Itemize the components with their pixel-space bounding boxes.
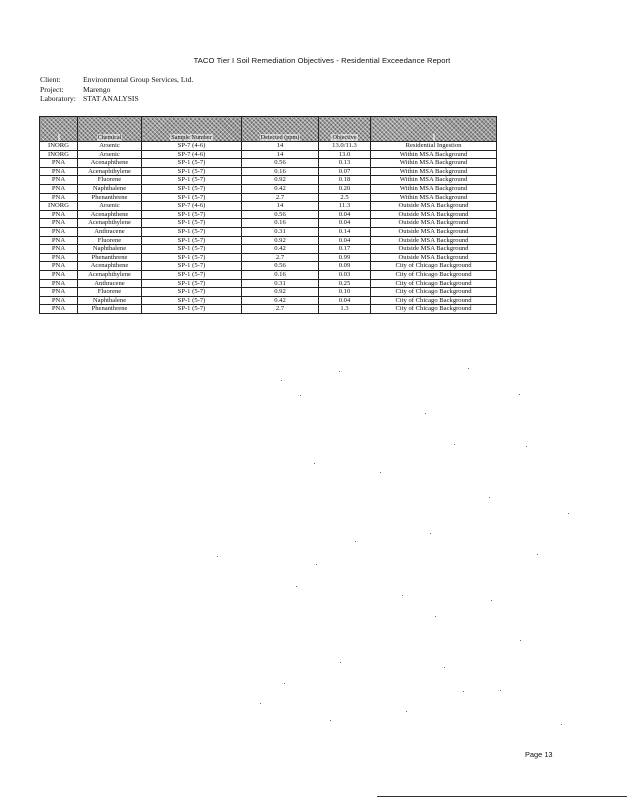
comparison-cell: Within MSA Background <box>371 176 497 185</box>
sample-number-cell: SP-1 (5-7) <box>142 296 242 305</box>
detected-cell: 0.56 <box>242 262 319 271</box>
type-cell: PNA <box>40 167 78 176</box>
table-row <box>40 167 497 176</box>
report-meta <box>40 75 193 104</box>
type-cell: PNA <box>40 159 78 168</box>
scan-speck <box>454 444 455 445</box>
objective-cell: 11.3 <box>319 202 371 211</box>
scan-speck <box>444 667 445 668</box>
sample-number-cell: SP-1 (5-7) <box>142 305 242 314</box>
sample-number-cell: SP-1 (5-7) <box>142 219 242 228</box>
detected-cell: 0.92 <box>242 288 319 297</box>
chemical-cell: Phenanthrene <box>78 193 142 202</box>
scan-speck <box>217 556 218 557</box>
detected-cell: 2.7 <box>242 193 319 202</box>
sample-number-cell: SP-1 (5-7) <box>142 184 242 193</box>
scan-speck <box>402 595 403 596</box>
scan-speck <box>314 463 315 464</box>
type-cell: PNA <box>40 193 78 202</box>
chemical-cell: Phenanthrene <box>78 305 142 314</box>
scan-speck <box>406 711 407 712</box>
comparison-cell: Within MSA Background <box>371 167 497 176</box>
header-chemical: Chemical <box>78 117 142 142</box>
objective-cell: 0.04 <box>319 210 371 219</box>
scan-speck <box>300 395 301 396</box>
chemical-cell: Acenaphthylene <box>78 219 142 228</box>
chemical-cell: Fluorene <box>78 236 142 245</box>
comparison-cell: Residential Ingestion <box>371 142 497 151</box>
header-type <box>40 117 78 142</box>
table-row <box>40 279 497 288</box>
meta-project-label: Project: <box>40 84 64 94</box>
comparison-cell: City of Chicago Background <box>371 288 497 297</box>
type-cell: PNA <box>40 176 78 185</box>
chemical-cell: Fluorene <box>78 176 142 185</box>
sample-number-cell: SP-7 (4-6) <box>142 142 242 151</box>
type-cell: PNA <box>40 296 78 305</box>
objective-cell: 0.04 <box>319 219 371 228</box>
comparison-cell: Outside MSA Background <box>371 202 497 211</box>
detected-cell: 0.42 <box>242 296 319 305</box>
scan-speck <box>468 368 469 369</box>
detected-cell: 0.92 <box>242 176 319 185</box>
chemical-cell: Anthracene <box>78 227 142 236</box>
type-cell: PNA <box>40 245 78 254</box>
meta-laboratory <box>40 94 193 104</box>
detected-cell: 14 <box>242 150 319 159</box>
comparison-cell: Within MSA Background <box>371 184 497 193</box>
bottom-rule <box>377 796 627 797</box>
chemical-cell: Acenaphthylene <box>78 270 142 279</box>
objective-cell: 0.25 <box>319 279 371 288</box>
table-row <box>40 296 497 305</box>
type-cell: PNA <box>40 219 78 228</box>
meta-project-value: Marengo <box>83 84 111 94</box>
detected-cell: 0.16 <box>242 167 319 176</box>
type-cell: PNA <box>40 253 78 262</box>
objective-cell: 0.18 <box>319 176 371 185</box>
objective-cell: 0.07 <box>319 167 371 176</box>
scan-speck <box>339 371 340 372</box>
sample-number-cell: SP-1 (5-7) <box>142 245 242 254</box>
type-cell: PNA <box>40 279 78 288</box>
detected-cell: 0.16 <box>242 270 319 279</box>
scan-speck <box>316 564 317 565</box>
detected-cell: 0.42 <box>242 245 319 254</box>
table-row <box>40 219 497 228</box>
comparison-cell: Outside MSA Background <box>371 210 497 219</box>
sample-number-cell: SP-7 (4-6) <box>142 150 242 159</box>
detected-cell: 0.16 <box>242 219 319 228</box>
scan-speck <box>435 616 436 617</box>
table-row <box>40 193 497 202</box>
comparison-cell: Within MSA Background <box>371 159 497 168</box>
type-cell: PNA <box>40 288 78 297</box>
header-sample-number: Sample Number <box>142 117 242 142</box>
scan-speck <box>340 662 341 663</box>
comparison-cell: City of Chicago Background <box>371 279 497 288</box>
table-row <box>40 210 497 219</box>
type-cell: PNA <box>40 227 78 236</box>
scan-speck <box>491 600 492 601</box>
table-row <box>40 142 497 151</box>
scan-speck <box>296 586 297 587</box>
chemical-cell: Naphthalene <box>78 184 142 193</box>
chemical-cell: Arsenic <box>78 142 142 151</box>
scan-speck <box>284 683 285 684</box>
comparison-cell: City of Chicago Background <box>371 305 497 314</box>
table-row <box>40 262 497 271</box>
chemical-cell: Acenaphthene <box>78 210 142 219</box>
table-row <box>40 253 497 262</box>
comparison-cell: Outside MSA Background <box>371 236 497 245</box>
detected-cell: 0.31 <box>242 227 319 236</box>
objective-cell: 1.3 <box>319 305 371 314</box>
objective-cell: 0.13 <box>319 159 371 168</box>
objective-cell: 0.04 <box>319 236 371 245</box>
type-cell: PNA <box>40 262 78 271</box>
type-cell: INORG <box>40 142 78 151</box>
type-cell: PNA <box>40 184 78 193</box>
detected-cell: 2.7 <box>242 305 319 314</box>
sample-number-cell: SP-7 (4-6) <box>142 202 242 211</box>
exceedance-table <box>39 116 497 314</box>
scan-speck <box>430 533 431 534</box>
scan-speck <box>425 413 426 414</box>
sample-number-cell: SP-1 (5-7) <box>142 262 242 271</box>
table-row <box>40 184 497 193</box>
table-row <box>40 159 497 168</box>
scan-speck <box>561 724 562 725</box>
scan-speck <box>520 640 521 641</box>
chemical-cell: Acenaphthylene <box>78 167 142 176</box>
type-cell: PNA <box>40 236 78 245</box>
comparison-cell: Outside MSA Background <box>371 227 497 236</box>
sample-number-cell: SP-1 (5-7) <box>142 176 242 185</box>
comparison-cell: Within MSA Background <box>371 193 497 202</box>
sample-number-cell: SP-1 (5-7) <box>142 159 242 168</box>
detected-cell: 0.56 <box>242 159 319 168</box>
header-objective: Objective <box>319 117 371 142</box>
report-title: TACO Tier I Soil Remediation Objectives - Residential Exceedance Report <box>193 56 451 65</box>
scan-speck <box>537 554 538 555</box>
sample-number-cell: SP-1 (5-7) <box>142 193 242 202</box>
table-body <box>40 142 497 314</box>
sample-number-cell: SP-1 (5-7) <box>142 210 242 219</box>
scan-speck <box>500 690 501 691</box>
objective-cell: 0.17 <box>319 245 371 254</box>
comparison-cell: City of Chicago Background <box>371 262 497 271</box>
comparison-cell: Outside MSA Background <box>371 253 497 262</box>
table-row <box>40 202 497 211</box>
scan-speck <box>330 720 331 721</box>
scan-speck <box>463 691 464 692</box>
objective-cell: 0.10 <box>319 288 371 297</box>
objective-cell: 0.04 <box>319 296 371 305</box>
detected-cell: 0.42 <box>242 184 319 193</box>
header-comparison <box>371 117 497 142</box>
sample-number-cell: SP-1 (5-7) <box>142 227 242 236</box>
objective-cell: 13.0 <box>319 150 371 159</box>
table-row <box>40 305 497 314</box>
header-detected: Detected (ppm) <box>242 117 319 142</box>
chemical-cell: Anthracene <box>78 279 142 288</box>
objective-cell: 2.5 <box>319 193 371 202</box>
sample-number-cell: SP-1 (5-7) <box>142 288 242 297</box>
meta-laboratory-label: Laboratory: <box>40 94 76 104</box>
objective-cell: 0.99 <box>319 253 371 262</box>
table-row <box>40 270 497 279</box>
comparison-cell: City of Chicago Background <box>371 270 497 279</box>
objective-cell: 0.14 <box>319 227 371 236</box>
comparison-cell: Within MSA Background <box>371 150 497 159</box>
detected-cell: 0.31 <box>242 279 319 288</box>
scan-speck <box>489 497 490 498</box>
objective-cell: 13.0/11.3 <box>319 142 371 151</box>
detected-cell: 14 <box>242 142 319 151</box>
detected-cell: 2.7 <box>242 253 319 262</box>
table-row <box>40 288 497 297</box>
table-row <box>40 227 497 236</box>
type-cell: PNA <box>40 305 78 314</box>
detected-cell: 0.92 <box>242 236 319 245</box>
sample-number-cell: SP-1 (5-7) <box>142 253 242 262</box>
sample-number-cell: SP-1 (5-7) <box>142 279 242 288</box>
sample-number-cell: SP-1 (5-7) <box>142 167 242 176</box>
meta-client <box>40 75 193 85</box>
chemical-cell: Acenaphthene <box>78 262 142 271</box>
scan-speck <box>568 513 569 514</box>
objective-cell: 0.03 <box>319 270 371 279</box>
type-cell: INORG <box>40 150 78 159</box>
type-cell: PNA <box>40 270 78 279</box>
meta-laboratory-value: STAT ANALYSIS <box>83 94 139 104</box>
meta-project <box>40 85 193 95</box>
table-row <box>40 150 497 159</box>
chemical-cell: Arsenic <box>78 150 142 159</box>
scan-speck <box>260 703 261 704</box>
sample-number-cell: SP-1 (5-7) <box>142 270 242 279</box>
sample-number-cell: SP-1 (5-7) <box>142 236 242 245</box>
scan-speck <box>526 446 527 447</box>
comparison-cell: Outside MSA Background <box>371 245 497 254</box>
objective-cell: 0.20 <box>319 184 371 193</box>
scan-speck <box>281 380 282 381</box>
chemical-cell: Acenaphthene <box>78 159 142 168</box>
detected-cell: 0.56 <box>242 210 319 219</box>
table-header-row <box>40 117 497 142</box>
table-row <box>40 245 497 254</box>
meta-client-label: Client: <box>40 75 61 84</box>
chemical-cell: Naphthalene <box>78 245 142 254</box>
scan-speck <box>519 394 520 395</box>
comparison-cell: City of Chicago Background <box>371 296 497 305</box>
objective-cell: 0.09 <box>319 262 371 271</box>
detected-cell: 14 <box>242 202 319 211</box>
type-cell: PNA <box>40 210 78 219</box>
table-row <box>40 176 497 185</box>
chemical-cell: Arsenic <box>78 202 142 211</box>
page-number: Page 13 <box>525 750 553 759</box>
meta-client-value: Environmental Group Services, Ltd. <box>83 75 194 84</box>
chemical-cell: Phenanthrene <box>78 253 142 262</box>
chemical-cell: Naphthalene <box>78 296 142 305</box>
chemical-cell: Fluorene <box>78 288 142 297</box>
scan-speck <box>355 541 356 542</box>
scan-speck <box>380 472 381 473</box>
table-row <box>40 236 497 245</box>
comparison-cell: Outside MSA Background <box>371 219 497 228</box>
type-cell: INORG <box>40 202 78 211</box>
